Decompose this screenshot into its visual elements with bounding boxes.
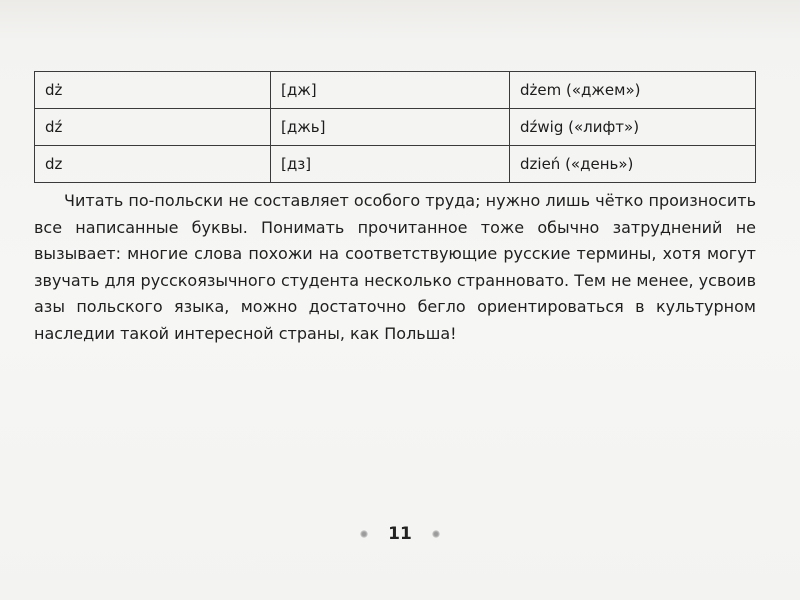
letter-cell: dż [35, 72, 271, 109]
table-row [35, 109, 756, 146]
dot-ornament-icon [360, 530, 368, 538]
pronunciation-table [34, 71, 756, 183]
sound-cell: [джь] [271, 109, 510, 146]
example-cell: dzień («день») [510, 146, 756, 183]
sound-cell: [дз] [271, 146, 510, 183]
page-footer [0, 520, 800, 548]
example-cell: dżem («джем») [510, 72, 756, 109]
table-row [35, 72, 756, 109]
letter-cell: dź [35, 109, 271, 146]
page-number: 11 [388, 524, 412, 544]
dot-ornament-icon [432, 530, 440, 538]
sound-cell: [дж] [271, 72, 510, 109]
body-paragraph: Читать по-польски не составляет особого труда; нужно лишь чётко произносить все написанные буквы. Понимать прочитанное тоже обычно затруднений не вызывает: многие слова похожи на соответствующие русские термины, хотя могут звучать для русскоязычного студента несколько странновато. Тем не менее, усвоив азы польского языка, можно достаточно бегло ориентироваться в культурном наследии такой интересной страны, как Польша! [34, 191, 756, 343]
table-row [35, 146, 756, 183]
letter-cell: dz [35, 146, 271, 183]
example-cell: dźwig («лифт») [510, 109, 756, 146]
